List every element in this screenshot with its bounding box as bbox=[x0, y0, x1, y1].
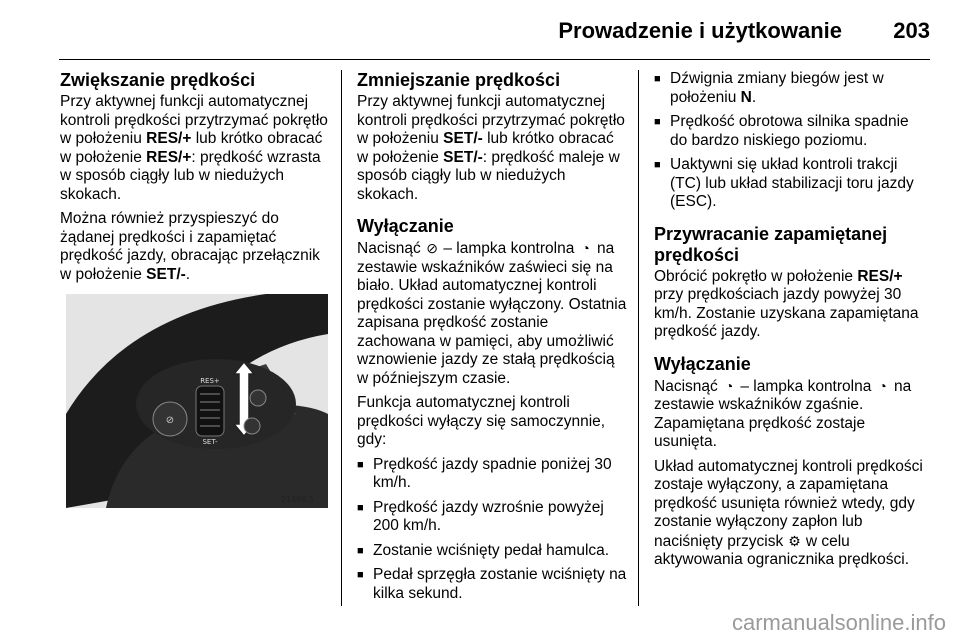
bullet-list bbox=[357, 456, 627, 604]
paragraph: Nacisnąć ⊘ – lampka kontrolna ◔ na zestawie wskaźników zaświeci się na biało. Układ automatycznej kontroli prędkości zostanie wyłączony. Ostatnia zapisana prędkość zostanie zachowana w pamięci, aby umożliwić wznowienie jazdy ze stałą prędkością w późniejszym czasie. bbox=[357, 240, 627, 387]
page-header bbox=[0, 14, 930, 54]
header-rule bbox=[59, 59, 930, 60]
paragraph: Układ automatycznej kontroli prędkości zostaje wyłączony, a zapamiętana prędkość usunięta również wtedy, gdy zostanie wyłączony zapłon lub naciśnięty przycisk ⚙ w celu aktywowania ogranicznika prędkości. bbox=[654, 457, 923, 568]
section-heading: Zmniejszanie prędkości bbox=[357, 70, 561, 90]
watermark: carmanualsonline.info bbox=[731, 610, 946, 635]
column-1 bbox=[60, 70, 330, 508]
svg-text:RES+: RES+ bbox=[200, 377, 220, 385]
cruise-control-icon: ◔ bbox=[724, 377, 734, 394]
column-3 bbox=[654, 70, 930, 576]
paragraph: Przy aktywnej funkcji automatycznej kontroli prędkości przytrzymać pokrętło w położeniu RES/+ lub krótko obracać w położenie RES/+: prędkość wzrasta w sposób ciągły lub w niedużych skokach. bbox=[60, 93, 328, 203]
list-item: ■ Dźwignia zmiany biegów jest w położeniu N. bbox=[654, 70, 930, 107]
column-divider bbox=[341, 70, 342, 606]
column-2 bbox=[357, 70, 627, 609]
page-number: 203 bbox=[893, 18, 930, 43]
speed-limiter-icon: ⚙ bbox=[788, 532, 801, 549]
section-heading: Zwiększanie prędkości bbox=[60, 70, 256, 90]
section-heading: Wyłączanie bbox=[357, 216, 454, 236]
paragraph: Funkcja automatycznej kontroli prędkości wyłączy się samoczynnie, gdy: bbox=[357, 394, 606, 448]
list-item: ■ Prędkość obrotowa silnika spadnie do bardzo niskiego poziomu. bbox=[654, 113, 930, 150]
page-title: Prowadzenie i użytkowanie bbox=[558, 18, 842, 43]
cruise-cancel-icon: ⊘ bbox=[426, 240, 438, 256]
cruise-control-icon: ◔ bbox=[581, 240, 590, 256]
section-heading: Przywracanie zapamiętanej prędkości bbox=[654, 223, 888, 265]
svg-text:⊘: ⊘ bbox=[165, 415, 175, 426]
list-item: ■ Zostanie wciśnięty pedał hamulca. bbox=[357, 542, 627, 561]
list-item: ■ Pedał sprzęgła zostanie wciśnięty na kilka sekund. bbox=[357, 566, 627, 603]
svg-text:21486 S: 21486 S bbox=[280, 495, 314, 504]
paragraph: Przy aktywnej funkcji automatycznej kontroli prędkości przytrzymać pokrętło w położeniu SET/- lub krótko obracać w położenie SET/-: prędkość maleje w sposób ciągły lub w niedużych skokach. bbox=[357, 93, 625, 203]
list-item: ■ Prędkość jazdy wzrośnie powyżej 200 km/h. bbox=[357, 499, 627, 536]
paragraph: Nacisnąć ◔ – lampka kontrolna ◔ na zestawie wskaźników zgaśnie. Zapamiętana prędkość zostaje usunięta. bbox=[654, 377, 912, 450]
column-divider bbox=[638, 70, 639, 606]
section-heading: Wyłączanie bbox=[654, 353, 751, 374]
list-item: ■ Prędkość jazdy spadnie poniżej 30 km/h. bbox=[357, 456, 627, 493]
list-item: ■ Uaktywni się układ kontroli trakcji (TC) lub układ stabilizacji toru jazdy (ESC). bbox=[654, 156, 930, 212]
cruise-control-icon: ◔ bbox=[878, 377, 887, 394]
paragraph: Obrócić pokrętło w położenie RES/+ przy prędkościach jazdy powyżej 30 km/h. Zostanie uzyskana zapamiętana prędkość jazdy. bbox=[654, 267, 919, 340]
svg-text:SET-: SET- bbox=[202, 438, 218, 446]
paragraph: Można również przyspieszyć do żądanej prędkości i zapamiętać prędkość jazdy, obracając przełącznik w położenie SET/-. bbox=[60, 210, 320, 283]
steering-wheel-figure bbox=[66, 294, 328, 508]
steering-wheel-illustration bbox=[66, 294, 328, 508]
bullet-list bbox=[654, 70, 930, 212]
